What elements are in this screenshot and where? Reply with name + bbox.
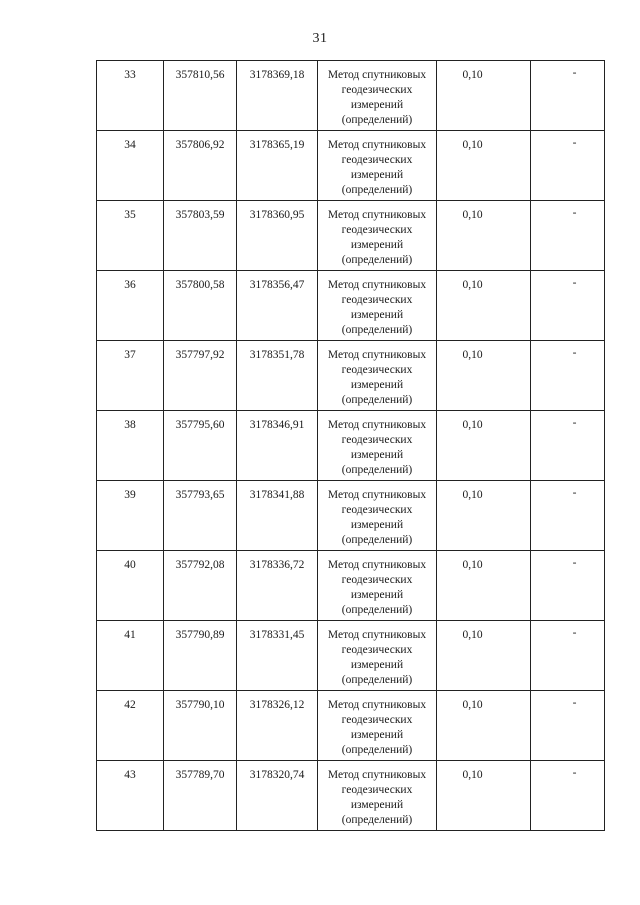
coord-y: 3178326,12: [249, 699, 305, 711]
table-row: [97, 341, 605, 411]
method-text: [318, 131, 436, 198]
accuracy-value-cell: [437, 201, 531, 271]
point-number-cell: [97, 341, 164, 411]
note-value-cell: [531, 411, 605, 481]
coord-x-cell: [164, 271, 237, 341]
note-value-cell: [531, 201, 605, 271]
note-value-cell: [531, 551, 605, 621]
note-value: -: [572, 417, 577, 429]
coord-y-cell: [237, 691, 318, 761]
coordinates-table: [96, 60, 605, 831]
table-row: [97, 411, 605, 481]
note-value: -: [572, 347, 577, 359]
coord-y-cell: [237, 61, 318, 131]
method-line: измерений: [350, 99, 404, 111]
point-number-cell: [97, 201, 164, 271]
accuracy-value: 0,10: [462, 279, 483, 291]
accuracy-value-cell: [437, 621, 531, 691]
note-value-cell: [531, 271, 605, 341]
method-line: Метод спутниковых: [327, 209, 427, 221]
note-value-cell: [531, 481, 605, 551]
note-value-cell: [531, 621, 605, 691]
point-number: 34: [124, 139, 136, 151]
method-text-cell: [318, 341, 437, 411]
method-line: (определений): [341, 814, 413, 826]
coord-x: 357790,10: [175, 699, 225, 711]
coord-x: 357795,60: [175, 419, 225, 431]
method-line: измерений: [350, 239, 404, 251]
accuracy-value-cell: [437, 761, 531, 831]
note-value: -: [572, 277, 577, 289]
coord-y: 3178356,47: [249, 279, 305, 291]
note-value: -: [572, 207, 577, 219]
method-line: геодезических: [341, 784, 413, 796]
point-number: 33: [124, 69, 136, 81]
coord-x: 357803,59: [175, 209, 225, 221]
method-text: [318, 271, 436, 338]
note-value-cell: [531, 761, 605, 831]
note-value: -: [572, 767, 577, 779]
coord-x: 357792,08: [175, 559, 225, 571]
method-line: Метод спутниковых: [327, 769, 427, 781]
accuracy-value: 0,10: [462, 699, 483, 711]
table-row: [97, 201, 605, 271]
coord-x-cell: [164, 551, 237, 621]
point-number-cell: [97, 131, 164, 201]
method-line: Метод спутниковых: [327, 559, 427, 571]
point-number: 37: [124, 349, 136, 361]
coord-y: 3178346,91: [249, 419, 305, 431]
note-value: -: [572, 487, 577, 499]
coord-y-cell: [237, 621, 318, 691]
coord-y-cell: [237, 201, 318, 271]
coord-x-cell: [164, 691, 237, 761]
accuracy-value: 0,10: [462, 489, 483, 501]
method-line: измерений: [350, 449, 404, 461]
method-line: Метод спутниковых: [327, 699, 427, 711]
method-line: геодезических: [341, 294, 413, 306]
coord-y: 3178365,19: [249, 139, 305, 151]
method-text-cell: [318, 481, 437, 551]
coord-x-cell: [164, 411, 237, 481]
page-number: 31: [312, 31, 328, 46]
coord-x-cell: [164, 761, 237, 831]
method-text: [318, 201, 436, 268]
coord-x: 357800,58: [175, 279, 225, 291]
method-line: Метод спутниковых: [327, 139, 427, 151]
method-text: [318, 411, 436, 478]
coord-y: 3178369,18: [249, 69, 305, 81]
point-number-cell: [97, 551, 164, 621]
accuracy-value-cell: [437, 481, 531, 551]
accuracy-value: 0,10: [462, 629, 483, 641]
coord-y: 3178336,72: [249, 559, 305, 571]
method-line: измерений: [350, 169, 404, 181]
point-number: 41: [124, 629, 136, 641]
point-number-cell: [97, 621, 164, 691]
method-text-cell: [318, 411, 437, 481]
method-line: (определений): [341, 534, 413, 546]
method-line: геодезических: [341, 644, 413, 656]
accuracy-value-cell: [437, 551, 531, 621]
method-line: Метод спутниковых: [327, 629, 427, 641]
coord-x: 357810,56: [175, 69, 225, 81]
method-text-cell: [318, 61, 437, 131]
accuracy-value-cell: [437, 341, 531, 411]
table-row: [97, 61, 605, 131]
note-value: -: [572, 627, 577, 639]
coord-x-cell: [164, 341, 237, 411]
coord-y-cell: [237, 341, 318, 411]
accuracy-value: 0,10: [462, 139, 483, 151]
coord-x: 357789,70: [175, 769, 225, 781]
note-value: -: [572, 67, 577, 79]
accuracy-value-cell: [437, 131, 531, 201]
method-line: Метод спутниковых: [327, 279, 427, 291]
note-value: -: [572, 137, 577, 149]
method-line: (определений): [341, 254, 413, 266]
note-value: -: [572, 557, 577, 569]
method-line: (определений): [341, 674, 413, 686]
table-row: [97, 691, 605, 761]
method-line: Метод спутниковых: [327, 349, 427, 361]
accuracy-value: 0,10: [462, 349, 483, 361]
point-number: 36: [124, 279, 136, 291]
method-line: (определений): [341, 604, 413, 616]
point-number-cell: [97, 61, 164, 131]
method-text-cell: [318, 271, 437, 341]
method-text-cell: [318, 201, 437, 271]
method-text: [318, 551, 436, 618]
method-line: Метод спутниковых: [327, 489, 427, 501]
coord-y: 3178351,78: [249, 349, 305, 361]
table-row: [97, 551, 605, 621]
note-value-cell: [531, 131, 605, 201]
accuracy-value-cell: [437, 411, 531, 481]
table-row: [97, 271, 605, 341]
method-text: [318, 61, 436, 128]
coord-y-cell: [237, 551, 318, 621]
method-text: [318, 691, 436, 758]
coord-x: 357797,92: [175, 349, 225, 361]
table-row: [97, 761, 605, 831]
note-value-cell: [531, 61, 605, 131]
coord-y-cell: [237, 271, 318, 341]
table-row: [97, 481, 605, 551]
method-line: геодезических: [341, 434, 413, 446]
method-line: Метод спутниковых: [327, 69, 427, 81]
coord-y: 3178320,74: [249, 769, 305, 781]
point-number-cell: [97, 271, 164, 341]
method-line: (определений): [341, 114, 413, 126]
coord-x-cell: [164, 481, 237, 551]
point-number: 38: [124, 419, 136, 431]
coord-y-cell: [237, 131, 318, 201]
method-text-cell: [318, 551, 437, 621]
accuracy-value-cell: [437, 271, 531, 341]
coord-y: 3178360,95: [249, 209, 305, 221]
accuracy-value: 0,10: [462, 419, 483, 431]
method-text-cell: [318, 621, 437, 691]
table-row: [97, 621, 605, 691]
method-line: (определений): [341, 394, 413, 406]
accuracy-value: 0,10: [462, 209, 483, 221]
method-line: геодезических: [341, 504, 413, 516]
coord-y-cell: [237, 761, 318, 831]
method-text-cell: [318, 691, 437, 761]
coord-x-cell: [164, 61, 237, 131]
method-text-cell: [318, 131, 437, 201]
coord-x-cell: [164, 131, 237, 201]
coord-y: 3178331,45: [249, 629, 305, 641]
point-number: 39: [124, 489, 136, 501]
accuracy-value: 0,10: [462, 769, 483, 781]
method-line: измерений: [350, 379, 404, 391]
accuracy-value: 0,10: [462, 559, 483, 571]
method-line: измерений: [350, 589, 404, 601]
coord-x-cell: [164, 621, 237, 691]
method-text: [318, 761, 436, 828]
method-line: измерений: [350, 659, 404, 671]
coord-x: 357806,92: [175, 139, 225, 151]
coord-x-cell: [164, 201, 237, 271]
method-text: [318, 481, 436, 548]
method-line: (определений): [341, 744, 413, 756]
method-line: геодезических: [341, 154, 413, 166]
method-line: (определений): [341, 464, 413, 476]
accuracy-value-cell: [437, 691, 531, 761]
point-number-cell: [97, 481, 164, 551]
method-line: измерений: [350, 309, 404, 321]
method-text: [318, 341, 436, 408]
point-number: 40: [124, 559, 136, 571]
point-number-cell: [97, 691, 164, 761]
coord-y-cell: [237, 411, 318, 481]
point-number: 35: [124, 209, 136, 221]
method-text-cell: [318, 761, 437, 831]
point-number: 42: [124, 699, 136, 711]
note-value: -: [572, 697, 577, 709]
method-line: (определений): [341, 184, 413, 196]
point-number-cell: [97, 761, 164, 831]
method-text: [318, 621, 436, 688]
accuracy-value-cell: [437, 61, 531, 131]
note-value-cell: [531, 341, 605, 411]
coord-x: 357793,65: [175, 489, 225, 501]
coord-x: 357790,89: [175, 629, 225, 641]
method-line: измерений: [350, 519, 404, 531]
accuracy-value: 0,10: [462, 69, 483, 81]
coord-y-cell: [237, 481, 318, 551]
note-value-cell: [531, 691, 605, 761]
point-number-cell: [97, 411, 164, 481]
method-line: геодезических: [341, 84, 413, 96]
method-line: измерений: [350, 729, 404, 741]
method-line: геодезических: [341, 714, 413, 726]
table-row: [97, 131, 605, 201]
method-line: Метод спутниковых: [327, 419, 427, 431]
point-number: 43: [124, 769, 136, 781]
method-line: (определений): [341, 324, 413, 336]
method-line: геодезических: [341, 574, 413, 586]
coord-y: 3178341,88: [249, 489, 305, 501]
method-line: геодезических: [341, 364, 413, 376]
method-line: геодезических: [341, 224, 413, 236]
method-line: измерений: [350, 799, 404, 811]
